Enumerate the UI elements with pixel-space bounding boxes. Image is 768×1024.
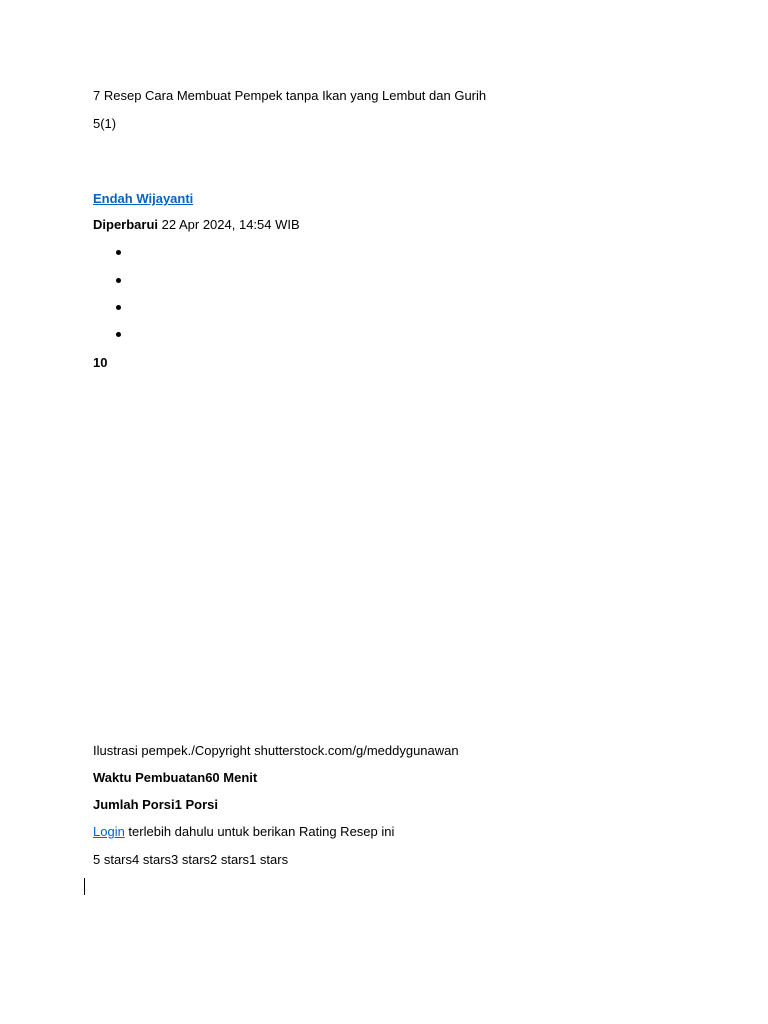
article-title: 7 Resep Cara Membuat Pempek tanpa Ikan yang Lembut dan Gurih: [93, 88, 487, 103]
updated-date: 22 Apr 2024, 14:54 WIB: [158, 217, 300, 232]
portion-label: Jumlah Porsi: [93, 797, 175, 812]
cooking-time: [93, 770, 257, 786]
login-link[interactable]: Login: [93, 824, 125, 839]
updated-line: [93, 217, 300, 233]
text-cursor: [84, 878, 85, 895]
author-link[interactable]: Endah Wijayanti: [93, 191, 194, 206]
share-list-bullet[interactable]: [116, 332, 121, 337]
rating-option-2[interactable]: 2 stars: [210, 852, 250, 867]
rating-summary: 5(1): [93, 116, 117, 131]
share-list-bullet[interactable]: [116, 305, 121, 310]
login-prompt-text: terlebih dahulu untuk berikan Rating Resep ini: [124, 824, 395, 839]
rating-option-4[interactable]: 4 stars: [132, 852, 172, 867]
cooking-time-value: 60 Menit: [205, 770, 258, 785]
updated-label: Diperbarui: [93, 217, 159, 232]
share-list-bullet[interactable]: [116, 250, 121, 255]
image-caption: Ilustrasi pempek./Copyright shutterstock.com/g/meddygunawan: [93, 743, 459, 758]
portion-value: 1 Porsi: [174, 797, 218, 812]
rating-option-3[interactable]: 3 stars: [171, 852, 211, 867]
share-count: 10: [93, 355, 108, 370]
share-list-bullet[interactable]: [116, 278, 121, 283]
portion-count: [93, 797, 218, 813]
login-prompt: [93, 824, 394, 840]
cooking-time-label: Waktu Pembuatan: [93, 770, 206, 785]
rating-option-1[interactable]: 1 stars: [249, 852, 289, 867]
rating-options: [93, 852, 288, 868]
rating-option-5[interactable]: 5 stars: [93, 852, 133, 867]
